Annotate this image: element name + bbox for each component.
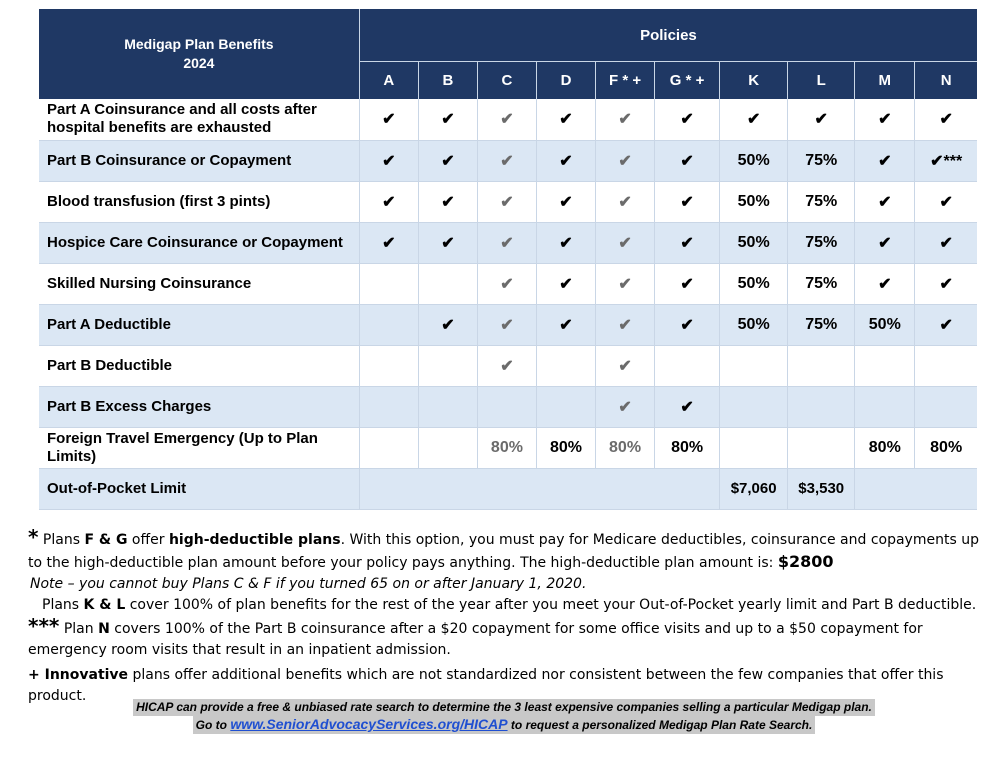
check-icon: ✔	[915, 181, 977, 222]
coverage-cell	[477, 386, 536, 427]
check-icon: ✔	[855, 222, 915, 263]
hicap-banner-line2: Go to www.SeniorAdvocacyServices.org/HICAP to request a personalized Medigap Plan Rate Search.	[193, 716, 816, 734]
coverage-cell	[855, 386, 915, 427]
coverage-cell: 50%	[720, 304, 788, 345]
check-icon: ✔	[855, 263, 915, 304]
plan-column-header: B	[418, 62, 477, 100]
plan-column-header: M	[855, 62, 915, 100]
check-icon: ✔	[915, 222, 977, 263]
check-icon: ✔	[359, 140, 418, 181]
check-icon: ✔	[855, 181, 915, 222]
coverage-cell: 50%	[720, 222, 788, 263]
check-icon: ✔	[596, 222, 655, 263]
coverage-cell	[418, 386, 477, 427]
coverage-cell: 75%	[788, 140, 855, 181]
asterisk-marker: *	[28, 525, 39, 549]
check-icon: ✔***	[915, 140, 977, 181]
coverage-cell	[359, 263, 418, 304]
coverage-cell	[720, 427, 788, 468]
check-icon: ✔	[359, 222, 418, 263]
check-icon: ✔	[655, 222, 720, 263]
check-icon: ✔	[655, 181, 720, 222]
check-icon: ✔	[596, 263, 655, 304]
benefit-label: Blood transfusion (first 3 pints)	[39, 181, 359, 222]
check-icon: ✔	[418, 222, 477, 263]
coverage-cell	[915, 386, 977, 427]
check-icon: ✔	[655, 304, 720, 345]
check-icon: ✔	[477, 140, 536, 181]
check-icon: ✔	[477, 99, 536, 140]
plus-marker: +	[28, 667, 45, 683]
table-row	[39, 140, 977, 181]
coverage-cell	[359, 427, 418, 468]
coverage-cell: 80%	[536, 427, 595, 468]
coverage-cell	[788, 427, 855, 468]
coverage-cell: 80%	[855, 427, 915, 468]
coverage-cell	[720, 345, 788, 386]
benefit-label: Part B Deductible	[39, 345, 359, 386]
table-title-line1: Medigap Plan Benefits	[124, 36, 274, 52]
check-icon: ✔	[418, 140, 477, 181]
check-icon: ✔	[915, 304, 977, 345]
check-icon: ✔	[655, 386, 720, 427]
oop-k-value: $7,060	[720, 468, 788, 509]
note-plan-n: *** Plan N covers 100% of the Part B coinsurance after a $20 copayment for some office visits and up to a $50 copayment for emergency room visits that result in an inpatient admission.	[28, 614, 923, 658]
note-c-f-restriction: Note – you cannot buy Plans C & F if you turned 65 on or after January 1, 2020.	[30, 576, 587, 592]
check-icon: ✔	[596, 386, 655, 427]
coverage-cell	[855, 345, 915, 386]
table-row	[39, 222, 977, 263]
medigap-benefits-table	[39, 9, 977, 510]
coverage-cell: 80%	[596, 427, 655, 468]
table-title-line2: 2024	[183, 55, 215, 71]
benefit-label: Part B Coinsurance or Copayment	[39, 140, 359, 181]
coverage-cell: 75%	[788, 222, 855, 263]
high-deductible-amount: $2800	[777, 552, 834, 571]
table-row	[39, 99, 977, 140]
coverage-cell: 75%	[788, 181, 855, 222]
check-icon: ✔	[477, 304, 536, 345]
coverage-cell: 50%	[720, 140, 788, 181]
triple-asterisk-marker: ***	[28, 614, 60, 638]
table-body	[39, 99, 977, 509]
check-icon: ✔	[418, 304, 477, 345]
note-k-l: Plans K & L cover 100% of plan benefits for the rest of the year after you meet your Out-of-Pocket yearly limit and Part B deductible.	[42, 597, 977, 613]
benefit-label: Part A Deductible	[39, 304, 359, 345]
coverage-cell: 80%	[477, 427, 536, 468]
table-row	[39, 304, 977, 345]
coverage-cell	[536, 345, 595, 386]
benefit-label: Part A Coinsurance and all costs after hospital benefits are exhausted	[39, 99, 359, 140]
benefit-label: Skilled Nursing Coinsurance	[39, 263, 359, 304]
table-row	[39, 427, 977, 468]
plan-column-header: L	[788, 62, 855, 100]
coverage-cell	[788, 345, 855, 386]
coverage-cell	[720, 386, 788, 427]
check-icon: ✔	[596, 181, 655, 222]
table-row	[39, 386, 977, 427]
check-icon: ✔	[596, 304, 655, 345]
check-icon: ✔	[596, 140, 655, 181]
note-innovative: + Innovative plans offer additional benefits which are not standardized nor consistent between the few companies that offer this product.	[28, 667, 944, 704]
coverage-cell: 50%	[720, 263, 788, 304]
plan-column-header: D	[536, 62, 595, 100]
benefit-label: Hospice Care Coinsurance or Copayment	[39, 222, 359, 263]
coverage-cell	[536, 386, 595, 427]
table-row	[39, 345, 977, 386]
hicap-banner	[0, 699, 1008, 734]
check-icon: ✔	[477, 222, 536, 263]
footnotes	[28, 527, 983, 707]
check-icon: ✔	[855, 140, 915, 181]
plan-column-header: F * +	[596, 62, 655, 100]
check-icon: ✔	[596, 99, 655, 140]
coverage-cell	[418, 263, 477, 304]
oop-label: Out-of-Pocket Limit	[39, 468, 359, 509]
benefit-label: Part B Excess Charges	[39, 386, 359, 427]
check-icon: ✔	[477, 263, 536, 304]
table-row	[39, 181, 977, 222]
coverage-cell	[359, 304, 418, 345]
check-icon: ✔	[536, 263, 595, 304]
coverage-cell: 50%	[855, 304, 915, 345]
plan-column-header: C	[477, 62, 536, 100]
note-high-deductible: * Plans F & G offer high-deductible plans. With this option, you must pay for Medicare deductibles, coinsurance and copayments up to the high-deductible plan amount before your policy pays anything. The high-deductible plan amount is: $2800	[28, 525, 979, 571]
coverage-cell	[655, 345, 720, 386]
coverage-cell: 80%	[655, 427, 720, 468]
coverage-cell	[418, 345, 477, 386]
plan-column-header: N	[915, 62, 977, 100]
check-icon: ✔	[655, 99, 720, 140]
table-row-oop	[39, 468, 977, 509]
oop-l-value: $3,530	[788, 468, 855, 509]
coverage-cell: 80%	[915, 427, 977, 468]
check-icon: ✔	[477, 181, 536, 222]
check-icon: ✔	[536, 140, 595, 181]
coverage-cell: 50%	[720, 181, 788, 222]
coverage-cell	[788, 386, 855, 427]
check-icon: ✔	[536, 304, 595, 345]
hicap-banner-line1: HICAP can provide a free & unbiased rate search to determine the 3 least expensive companies selling a particular Medigap plan.	[133, 699, 875, 716]
table-row	[39, 263, 977, 304]
coverage-cell: 75%	[788, 263, 855, 304]
check-icon: ✔	[788, 99, 855, 140]
coverage-cell	[915, 345, 977, 386]
coverage-cell	[359, 345, 418, 386]
plan-column-header: A	[359, 62, 418, 100]
check-icon: ✔	[915, 99, 977, 140]
check-icon: ✔	[855, 99, 915, 140]
check-icon: ✔	[536, 181, 595, 222]
oop-empty	[359, 468, 719, 509]
check-icon: ✔	[359, 99, 418, 140]
coverage-cell	[418, 427, 477, 468]
plan-column-header: K	[720, 62, 788, 100]
plan-column-header: G * +	[655, 62, 720, 100]
check-icon: ✔	[915, 263, 977, 304]
coverage-cell: 75%	[788, 304, 855, 345]
hicap-link[interactable]: www.SeniorAdvocacyServices.org/HICAP	[230, 716, 508, 732]
oop-empty	[855, 468, 977, 509]
check-icon: ✔	[655, 263, 720, 304]
check-icon: ✔	[359, 181, 418, 222]
check-icon: ✔	[536, 99, 595, 140]
check-icon: ✔	[720, 99, 788, 140]
coverage-cell	[359, 386, 418, 427]
check-icon: ✔	[536, 222, 595, 263]
table-title	[39, 9, 359, 99]
check-icon: ✔	[596, 345, 655, 386]
check-icon: ✔	[655, 140, 720, 181]
check-icon: ✔	[418, 99, 477, 140]
check-icon: ✔	[418, 181, 477, 222]
check-icon: ✔	[477, 345, 536, 386]
policies-header: Policies	[359, 9, 977, 62]
benefit-label: Foreign Travel Emergency (Up to Plan Limits)	[39, 427, 359, 468]
